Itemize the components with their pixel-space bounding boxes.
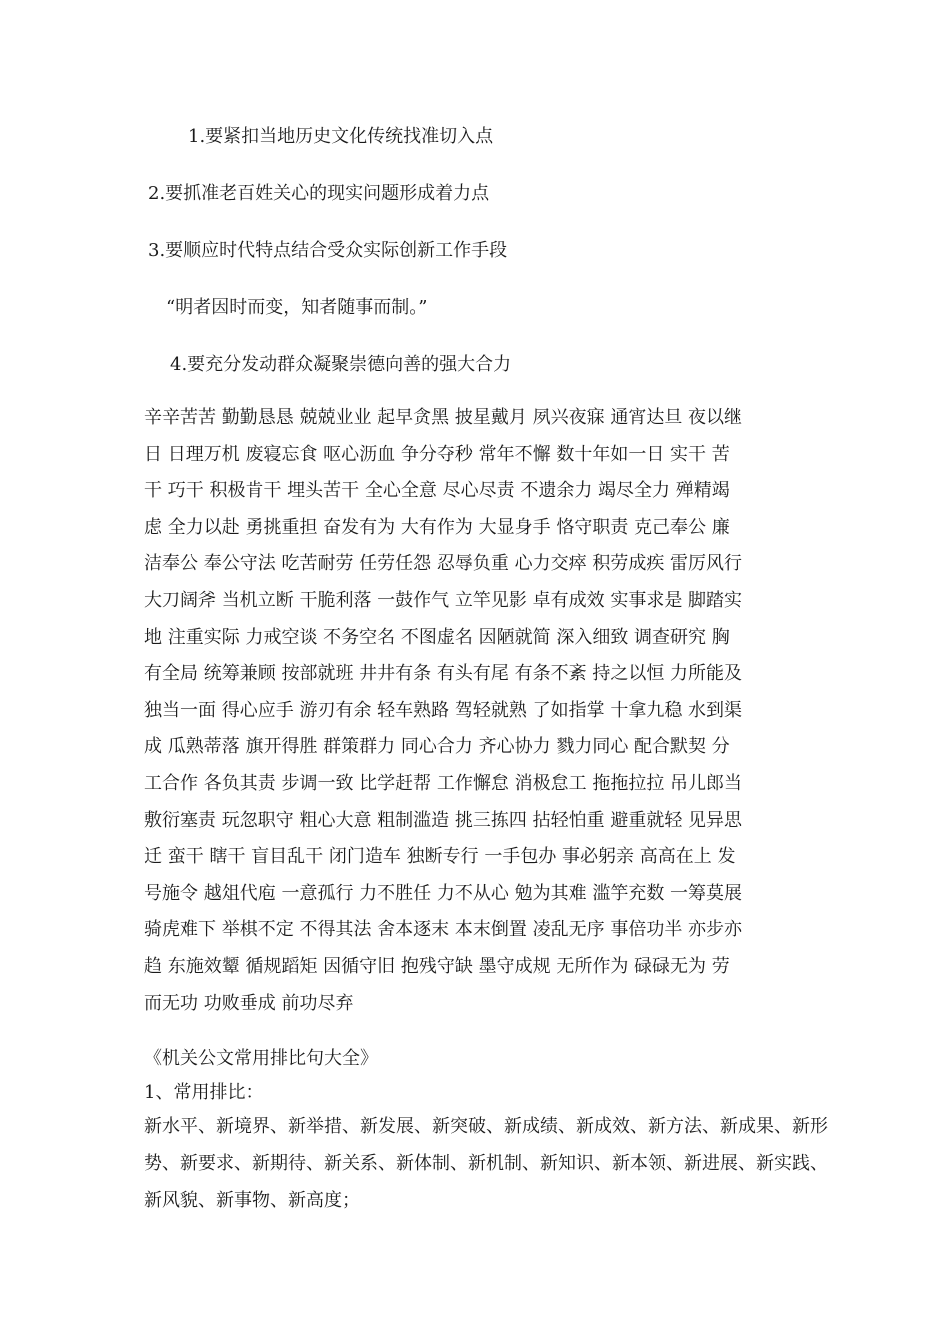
- idioms-line: 骑虎难下 举棋不定 不得其法 舍本逐末 本末倒置 凌乱无序 事倍功半 亦步亦: [144, 919, 743, 941]
- heading-item-3: 3.要顺应时代特点结合受众实际创新工作手段: [148, 240, 508, 261]
- new-terms-line: 新风貌、新事物、新高度；: [144, 1190, 360, 1211]
- idioms-line: 成 瓜熟蒂落 旗开得胜 群策群力 同心合力 齐心协力 戮力同心 配合默契 分: [144, 736, 730, 758]
- idioms-line: 日 日理万机 废寝忘食 呕心沥血 争分夺秒 常年不懈 数十年如一日 实干 苦: [144, 443, 730, 465]
- new-terms-paragraph: [144, 1108, 828, 1219]
- idioms-line: 洁奉公 奉公守法 吃苦耐劳 任劳任怨 忍辱负重 心力交瘁 积劳成疾 雷厉风行: [144, 553, 743, 575]
- idioms-line: 有全局 统筹兼顾 按部就班 井井有条 有头有尾 有条不紊 持之以恒 力所能及: [144, 663, 743, 685]
- section-heading: 1、常用排比：: [144, 1082, 264, 1103]
- heading-item-4: 4.要充分发动群众凝聚崇德向善的强大合力: [170, 354, 512, 375]
- idioms-line: 工合作 各负其责 步调一致 比学赶帮 工作懈怠 消极怠工 拖拖拉拉 吊儿郎当: [144, 772, 743, 794]
- idioms-line: 敷衍塞责 玩忽职守 粗心大意 粗制滥造 挑三拣四 拈轻怕重 避重就轻 见异思: [144, 809, 743, 831]
- idioms-line: 迁 蛮干 瞎干 盲目乱干 闭门造车 独断专行 一手包办 事必躬亲 高高在上 发: [144, 846, 736, 868]
- idioms-paragraph: [144, 400, 812, 1022]
- heading-item-2: 2.要抓准老百姓关心的现实问题形成着力点: [148, 183, 490, 204]
- idioms-line: 辛辛苦苦 勤勤恳恳 兢兢业业 起早贪黑 披星戴月 夙兴夜寐 通宵达旦 夜以继: [144, 407, 743, 428]
- idioms-line: 大刀阔斧 当机立断 干脆利落 一鼓作气 立竿见影 卓有成效 实事求是 脚踏实: [144, 589, 743, 611]
- new-terms-line: 势、新要求、新期待、新关系、新体制、新机制、新知识、新本领、新进展、新实践、: [144, 1153, 828, 1174]
- idioms-line: 而无功 功败垂成 前功尽弃: [144, 992, 354, 1014]
- idioms-line: 干 巧干 积极肯干 埋头苦干 全心全意 尽心尽责 不遗余力 竭尽全力 殚精竭: [144, 480, 730, 502]
- idioms-line: 虑 全力以赴 勇挑重担 奋发有为 大有作为 大显身手 恪守职责 克己奉公 廉: [144, 516, 730, 538]
- heading-item-1: 1.要紧扣当地历史文化传统找准切入点: [188, 126, 494, 147]
- idioms-line: 地 注重实际 力戒空谈 不务空名 不图虚名 因陋就简 深入细致 调查研究 胸: [144, 626, 730, 648]
- quote-line: “明者因时而变，知者随事而制。”: [166, 297, 428, 318]
- idioms-line: 趋 东施效颦 循规蹈矩 因循守旧 抱残守缺 墨守成规 无所作为 碌碌无为 劳: [144, 955, 730, 977]
- new-terms-line: 新水平、新境界、新举措、新发展、新突破、新成绩、新成效、新方法、新成果、新形: [144, 1116, 828, 1137]
- idioms-line: 号施令 越俎代庖 一意孤行 力不胜任 力不从心 勉为其难 滥竽充数 一筹莫展: [144, 882, 743, 904]
- document-title: 《机关公文常用排比句大全》: [144, 1048, 378, 1069]
- idioms-line: 独当一面 得心应手 游刃有余 轻车熟路 驾轻就熟 了如指掌 十拿九稳 水到渠: [144, 699, 743, 721]
